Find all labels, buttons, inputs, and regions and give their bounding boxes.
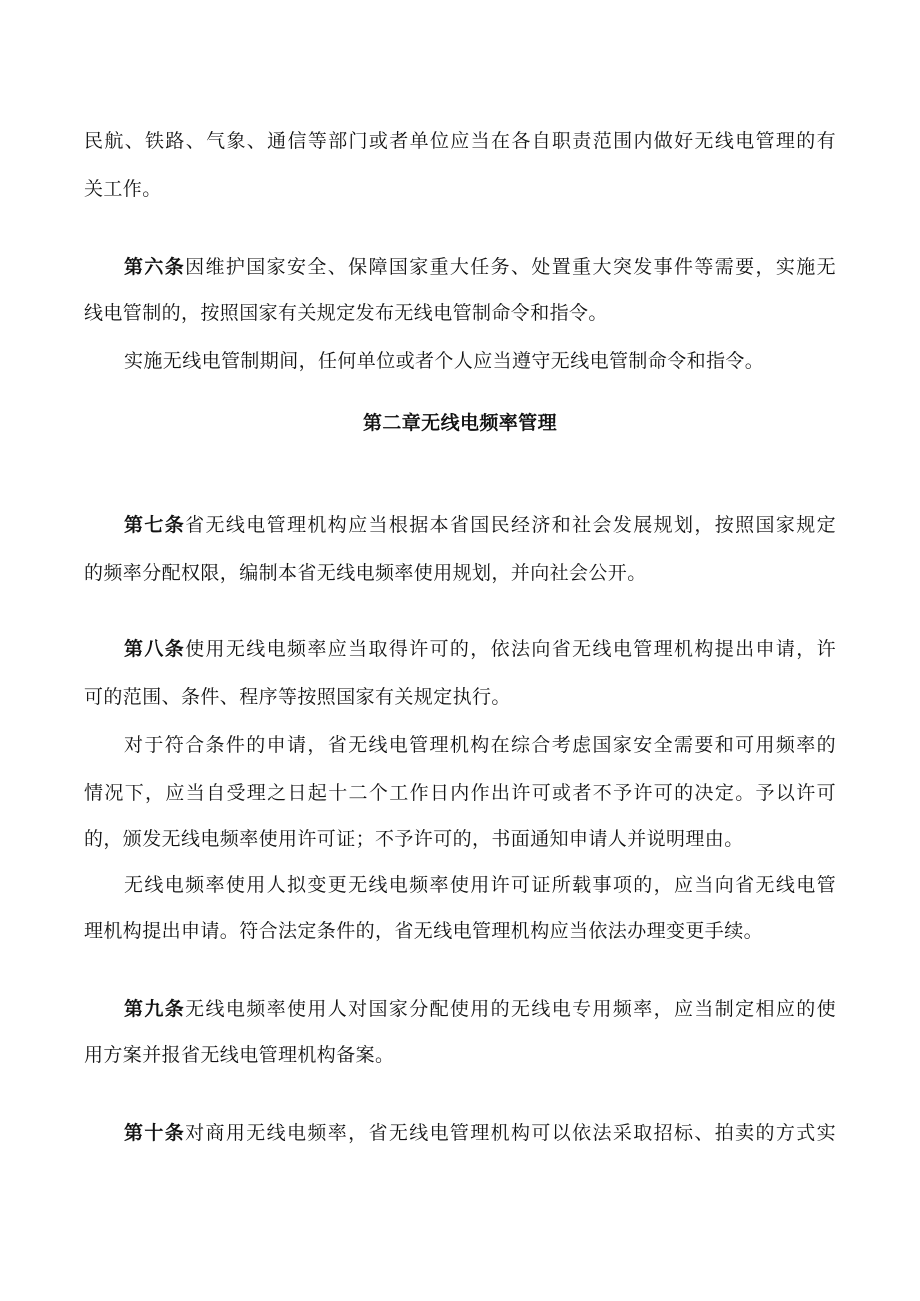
paragraph-line: 的频率分配权限，编制本省无线电频率使用规划，并向社会公开。	[84, 562, 647, 584]
article-8-line	[124, 636, 836, 662]
article-10-line	[124, 1120, 836, 1146]
chapter-heading: 第二章无线电频率管理	[362, 412, 557, 434]
article-number: 第七条	[124, 514, 186, 536]
paragraph-line: 用方案并报省无线电管理机构备案。	[84, 1044, 395, 1066]
article-text: 使用无线电频率应当取得许可的，依法向省无线电管理机构提出申请，许	[185, 638, 837, 660]
paragraph-line: 无线电频率使用人拟变更无线电频率使用许可证所载事项的，应当向省无线电管	[124, 874, 836, 896]
article-number: 第八条	[124, 638, 186, 660]
article-number: 第十条	[124, 1122, 186, 1144]
article-7-line	[124, 512, 836, 538]
article-number: 第九条	[124, 998, 186, 1020]
article-6-line	[124, 254, 836, 280]
paragraph-line: 的，颁发无线电频率使用许可证；不予许可的，书面通知申请人并说明理由。	[84, 828, 744, 850]
article-text: 省无线电管理机构应当根据本省国民经济和社会发展规划，按照国家规定	[185, 514, 837, 536]
paragraph-line: 实施无线电管制期间，任何单位或者个人应当遵守无线电管制命令和指令。	[124, 350, 765, 372]
paragraph-line: 情况下，应当自受理之日起十二个工作日内作出许可或者不予许可的决定。予以许可	[84, 782, 836, 804]
paragraph-line: 理机构提出申请。符合法定条件的，省无线电管理机构应当依法办理变更手续。	[84, 920, 764, 942]
paragraph-line: 民航、铁路、气象、通信等部门或者单位应当在各自职责范围内做好无线电管理的有	[84, 130, 836, 152]
paragraph-line: 关工作。	[84, 178, 162, 200]
paragraph-line: 线电管制的，按照国家有关规定发布无线电管制命令和指令。	[84, 302, 608, 324]
article-9-line	[124, 996, 836, 1022]
article-text: 对商用无线电频率，省无线电管理机构可以依法采取招标、拍卖的方式实	[185, 1122, 837, 1144]
article-text: 因维护国家安全、保障国家重大任务、处置重大突发事件等需要，实施无	[185, 256, 837, 278]
paragraph-line: 对于符合条件的申请，省无线电管理机构在综合考虑国家安全需要和可用频率的	[124, 734, 836, 756]
article-text: 无线电频率使用人对国家分配使用的无线电专用频率，应当制定相应的使	[185, 998, 837, 1020]
paragraph-line: 可的范围、条件、程序等按照国家有关规定执行。	[84, 686, 511, 708]
article-number: 第六条	[124, 256, 186, 278]
